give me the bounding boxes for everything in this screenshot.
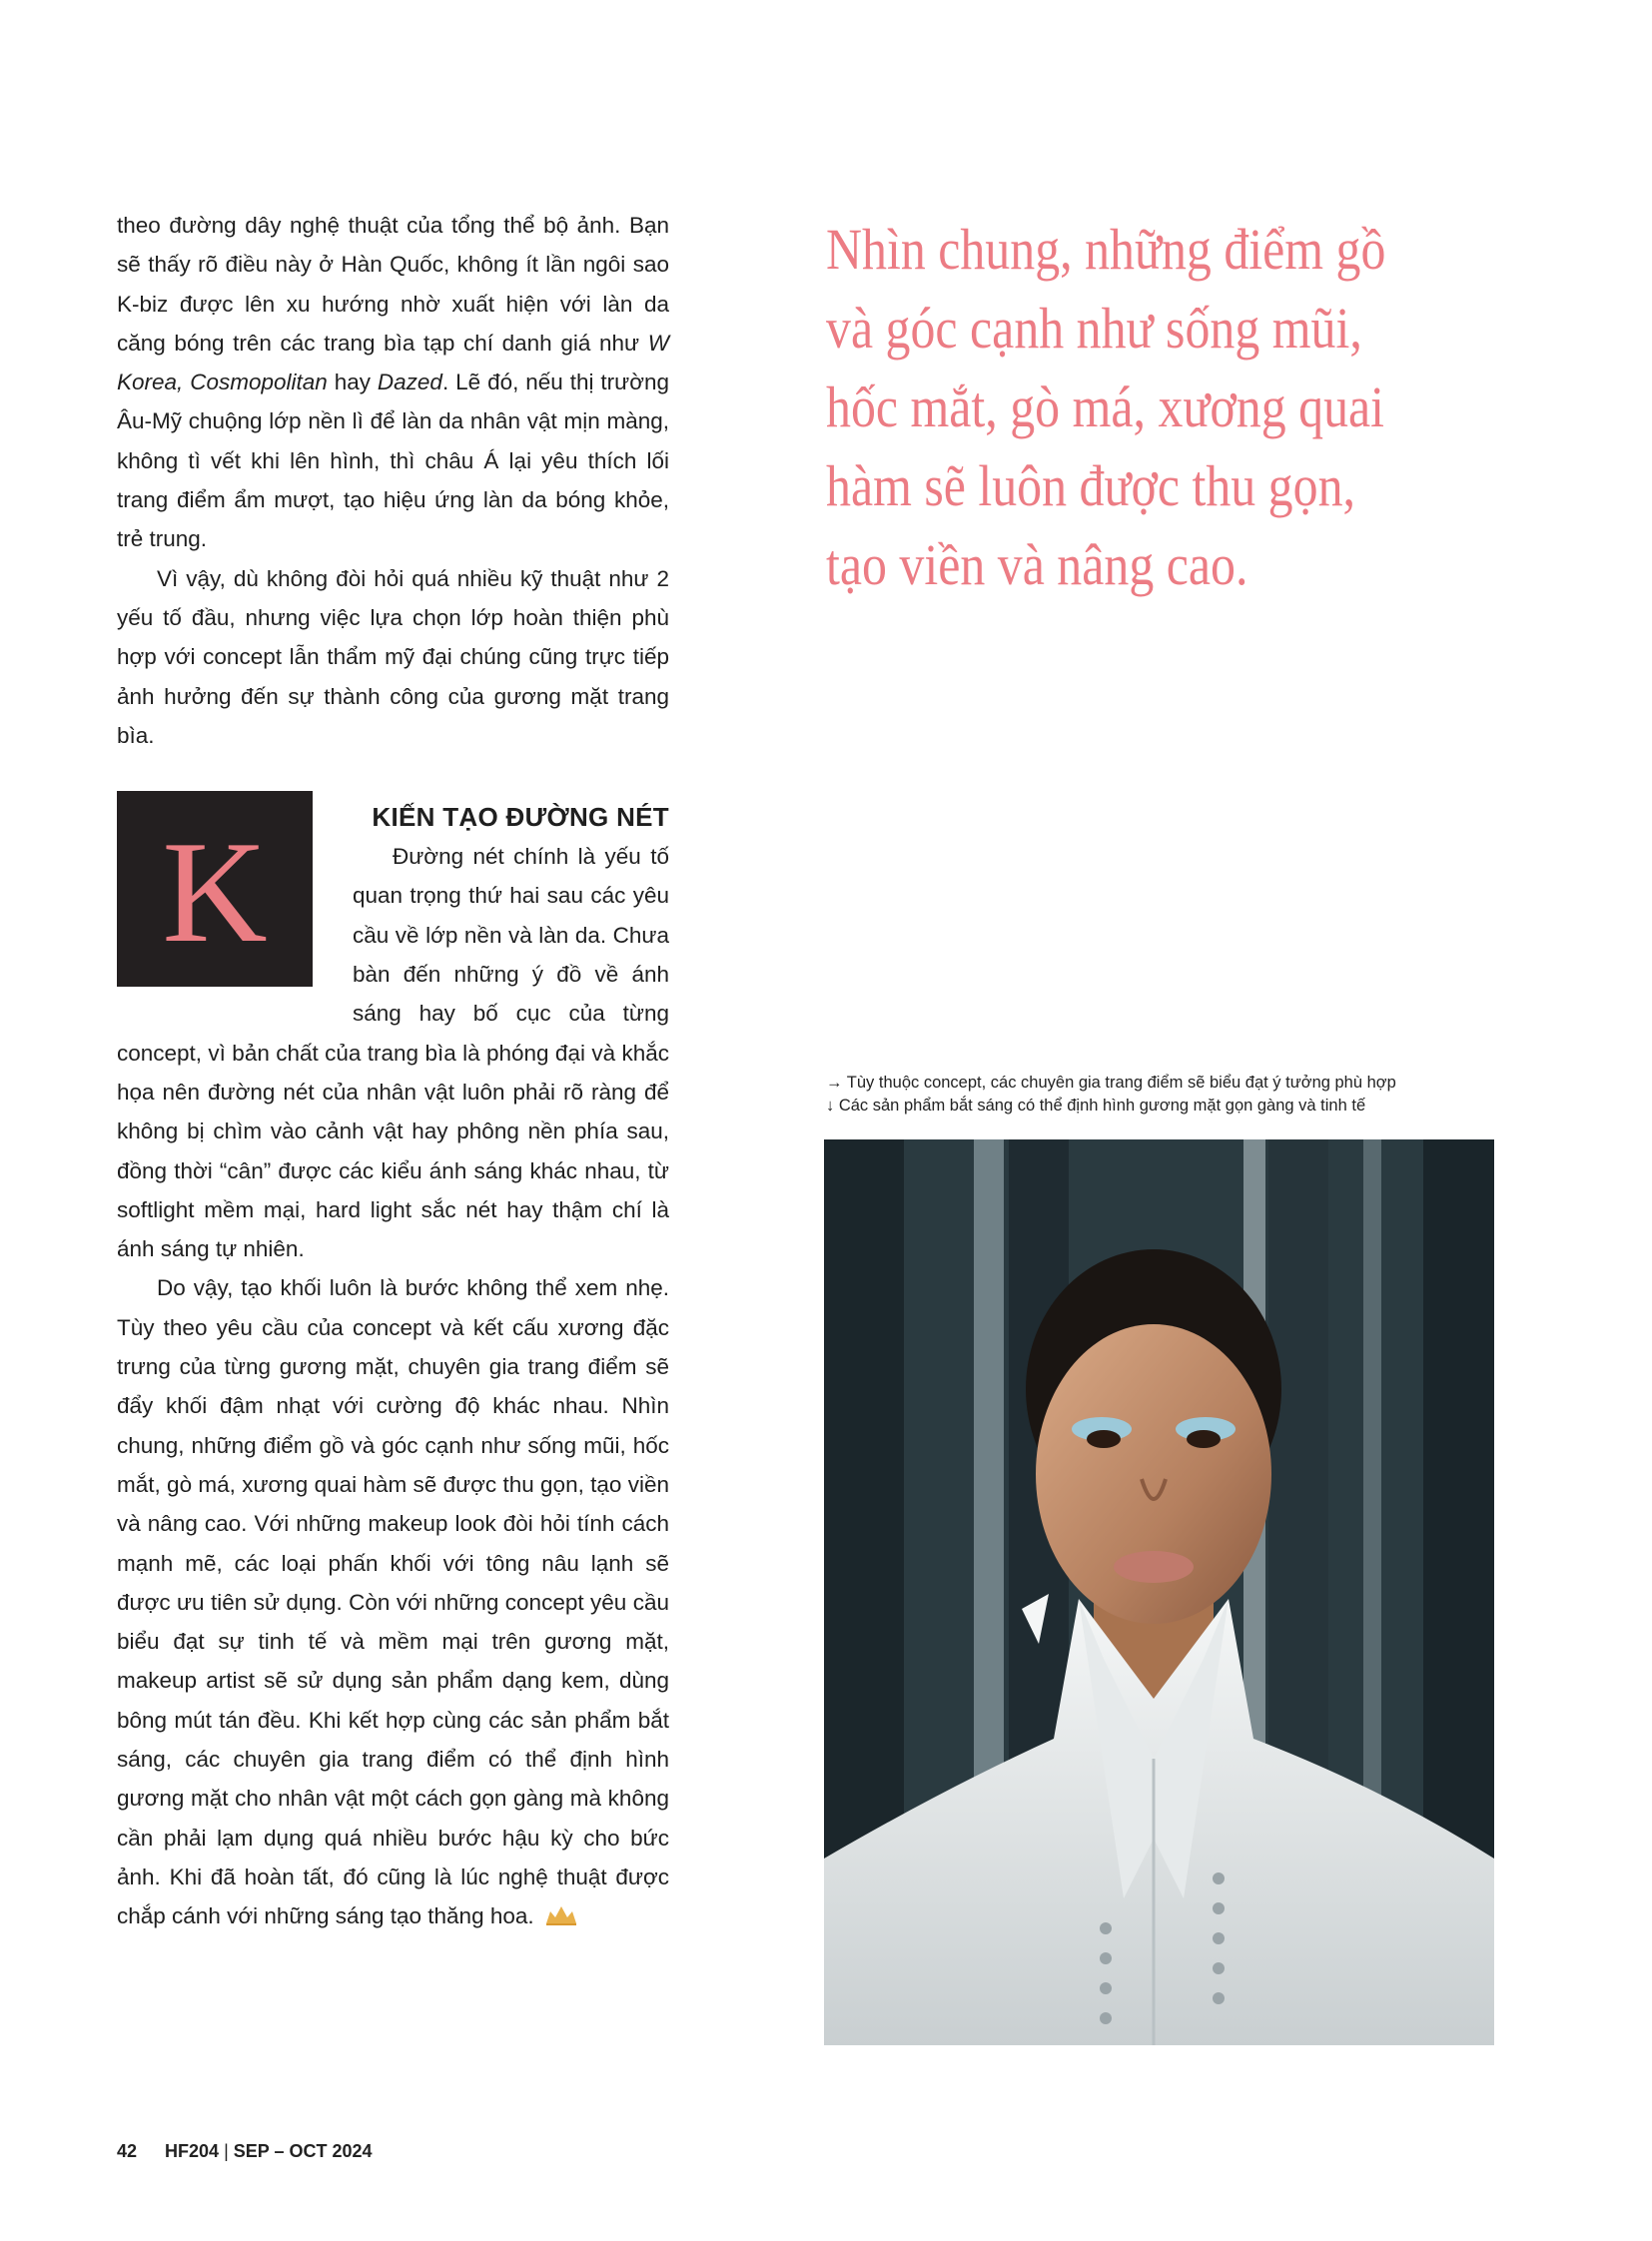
paragraph-text: . Lẽ đó, nếu thị trường Âu-Mỹ chuộng lớp nền lì để làn da nhân vật mịn màng, không tì vết khi lên hình, thì châu Á lại yêu thích lối trang điểm ẩm mượt, tạo hiệu ứng làn da bóng khỏe, trẻ trung. (117, 370, 669, 552)
paragraph-intro (117, 206, 669, 559)
page-number: 42 (117, 2141, 138, 2161)
section-heading: KIẾN TẠO ĐƯỜNG NÉT (372, 802, 669, 833)
section-contour (117, 791, 669, 1935)
section-paragraph-2 (117, 1268, 669, 1935)
page-footer (117, 2141, 373, 2162)
paragraph-text: theo đường dây nghệ thuật của tổng thể bộ ảnh. Bạn sẽ thấy rõ điều này ở Hàn Quốc, không ít lần ngôi sao K-biz được lên xu hướng nhờ xuất hiện với làn da căng bóng trên các trang bìa tạp chí danh giá như (117, 213, 669, 356)
section-paragraph-1: Đường nét chính là yếu tố quan trọng thứ hai sau các yêu cầu về lớp nền và làn da. Chưa bàn đến những ý đồ về ánh sáng hay bố cục của từng concept, vì bản chất của trang bìa là phóng đại và khắc họa nên đường nét của nhân vật luôn phải rõ ràng để không bị chìm vào cảnh vật hay phông nền phía sau, đồng thời “cân” được các kiểu ánh sáng khác nhau, từ softlight mềm mại, hard light sắc nét hay thậm chí là ánh sáng tự nhiên. (117, 844, 669, 1262)
portrait-illustration (824, 1139, 1494, 2045)
dropcap-letter: K (162, 811, 268, 974)
footer-separator: | (224, 2141, 229, 2161)
caption-down-arrow: ↓ Các sản phẩm bắt sáng có thể định hình gương mặt gọn gàng và tinh tế (826, 1097, 1366, 1115)
paragraph-text: hay (327, 370, 378, 395)
magazine-name-italic: Dazed (377, 370, 442, 395)
editorial-photo (824, 1139, 1494, 2045)
issue-number: HF204 (165, 2141, 220, 2161)
dropcap-box (117, 791, 313, 987)
paragraph-conclusion: Vì vậy, dù không đòi hỏi quá nhiều kỹ thuật như 2 yếu tố đầu, nhưng việc lựa chọn lớp hoàn thiện phù hợp với concept lẫn thẩm mỹ đại chúng cũng trực tiếp ảnh hưởng đến sự thành công của gương mặt trang bìa. (117, 565, 669, 748)
caption-right-arrow: → Tùy thuộc concept, các chuyên gia trang điểm sẽ biểu đạt ý tưởng phù hợp (826, 1074, 1396, 1092)
paragraph-text: Do vậy, tạo khối luôn là bước không thể xem nhẹ. Tùy theo yêu cầu của concept và kết cấu xương đặc trưng của từng gương mặt, chuyên gia trang điểm sẽ đẩy khối đậm nhạt với cường độ khác nhau. Nhìn chung, những điểm gồ và góc cạnh như sống mũi, hốc mắt, gò má, xương quai hàm sẽ được thu gọn, tạo viền và nâng cao. Với những makeup look đòi hỏi tính cách mạnh mẽ, các loại phấn khối với tông nâu lạnh sẽ được ưu tiên sử dụng. Còn với những concept yêu cầu biểu đạt sự tinh tế và mềm mại trên gương mặt, makeup artist sẽ sử dụng sản phẩm dạng kem, dùng bông mút tán đều. Khi kết hợp cùng các sản phẩm bắt sáng, các chuyên gia trang điểm có thể định hình gương mặt cho nhân vật một cách gọn gàng mà không cần phải lạm dụng quá nhiều bước hậu kỳ cho bức ảnh. Khi đã hoàn tất, đó cũng là lúc nghệ thuật được chắp cánh với những sáng tạo thăng hoa. (117, 1275, 669, 1929)
issue-date: SEP – OCT 2024 (233, 2141, 373, 2161)
magazine-names-italic: W Korea, Cosmopolitan (117, 330, 669, 395)
end-mark-crown-icon (544, 1904, 578, 1926)
article-body (117, 206, 669, 1935)
pull-quote: Nhìn chung, những điểm gồ và góc cạnh như sống mũi, hốc mắt, gò má, xương quai hàm sẽ luôn được thu gọn, tạo viền và nâng cao. (826, 217, 1386, 597)
photo-captions (826, 1072, 1505, 1118)
